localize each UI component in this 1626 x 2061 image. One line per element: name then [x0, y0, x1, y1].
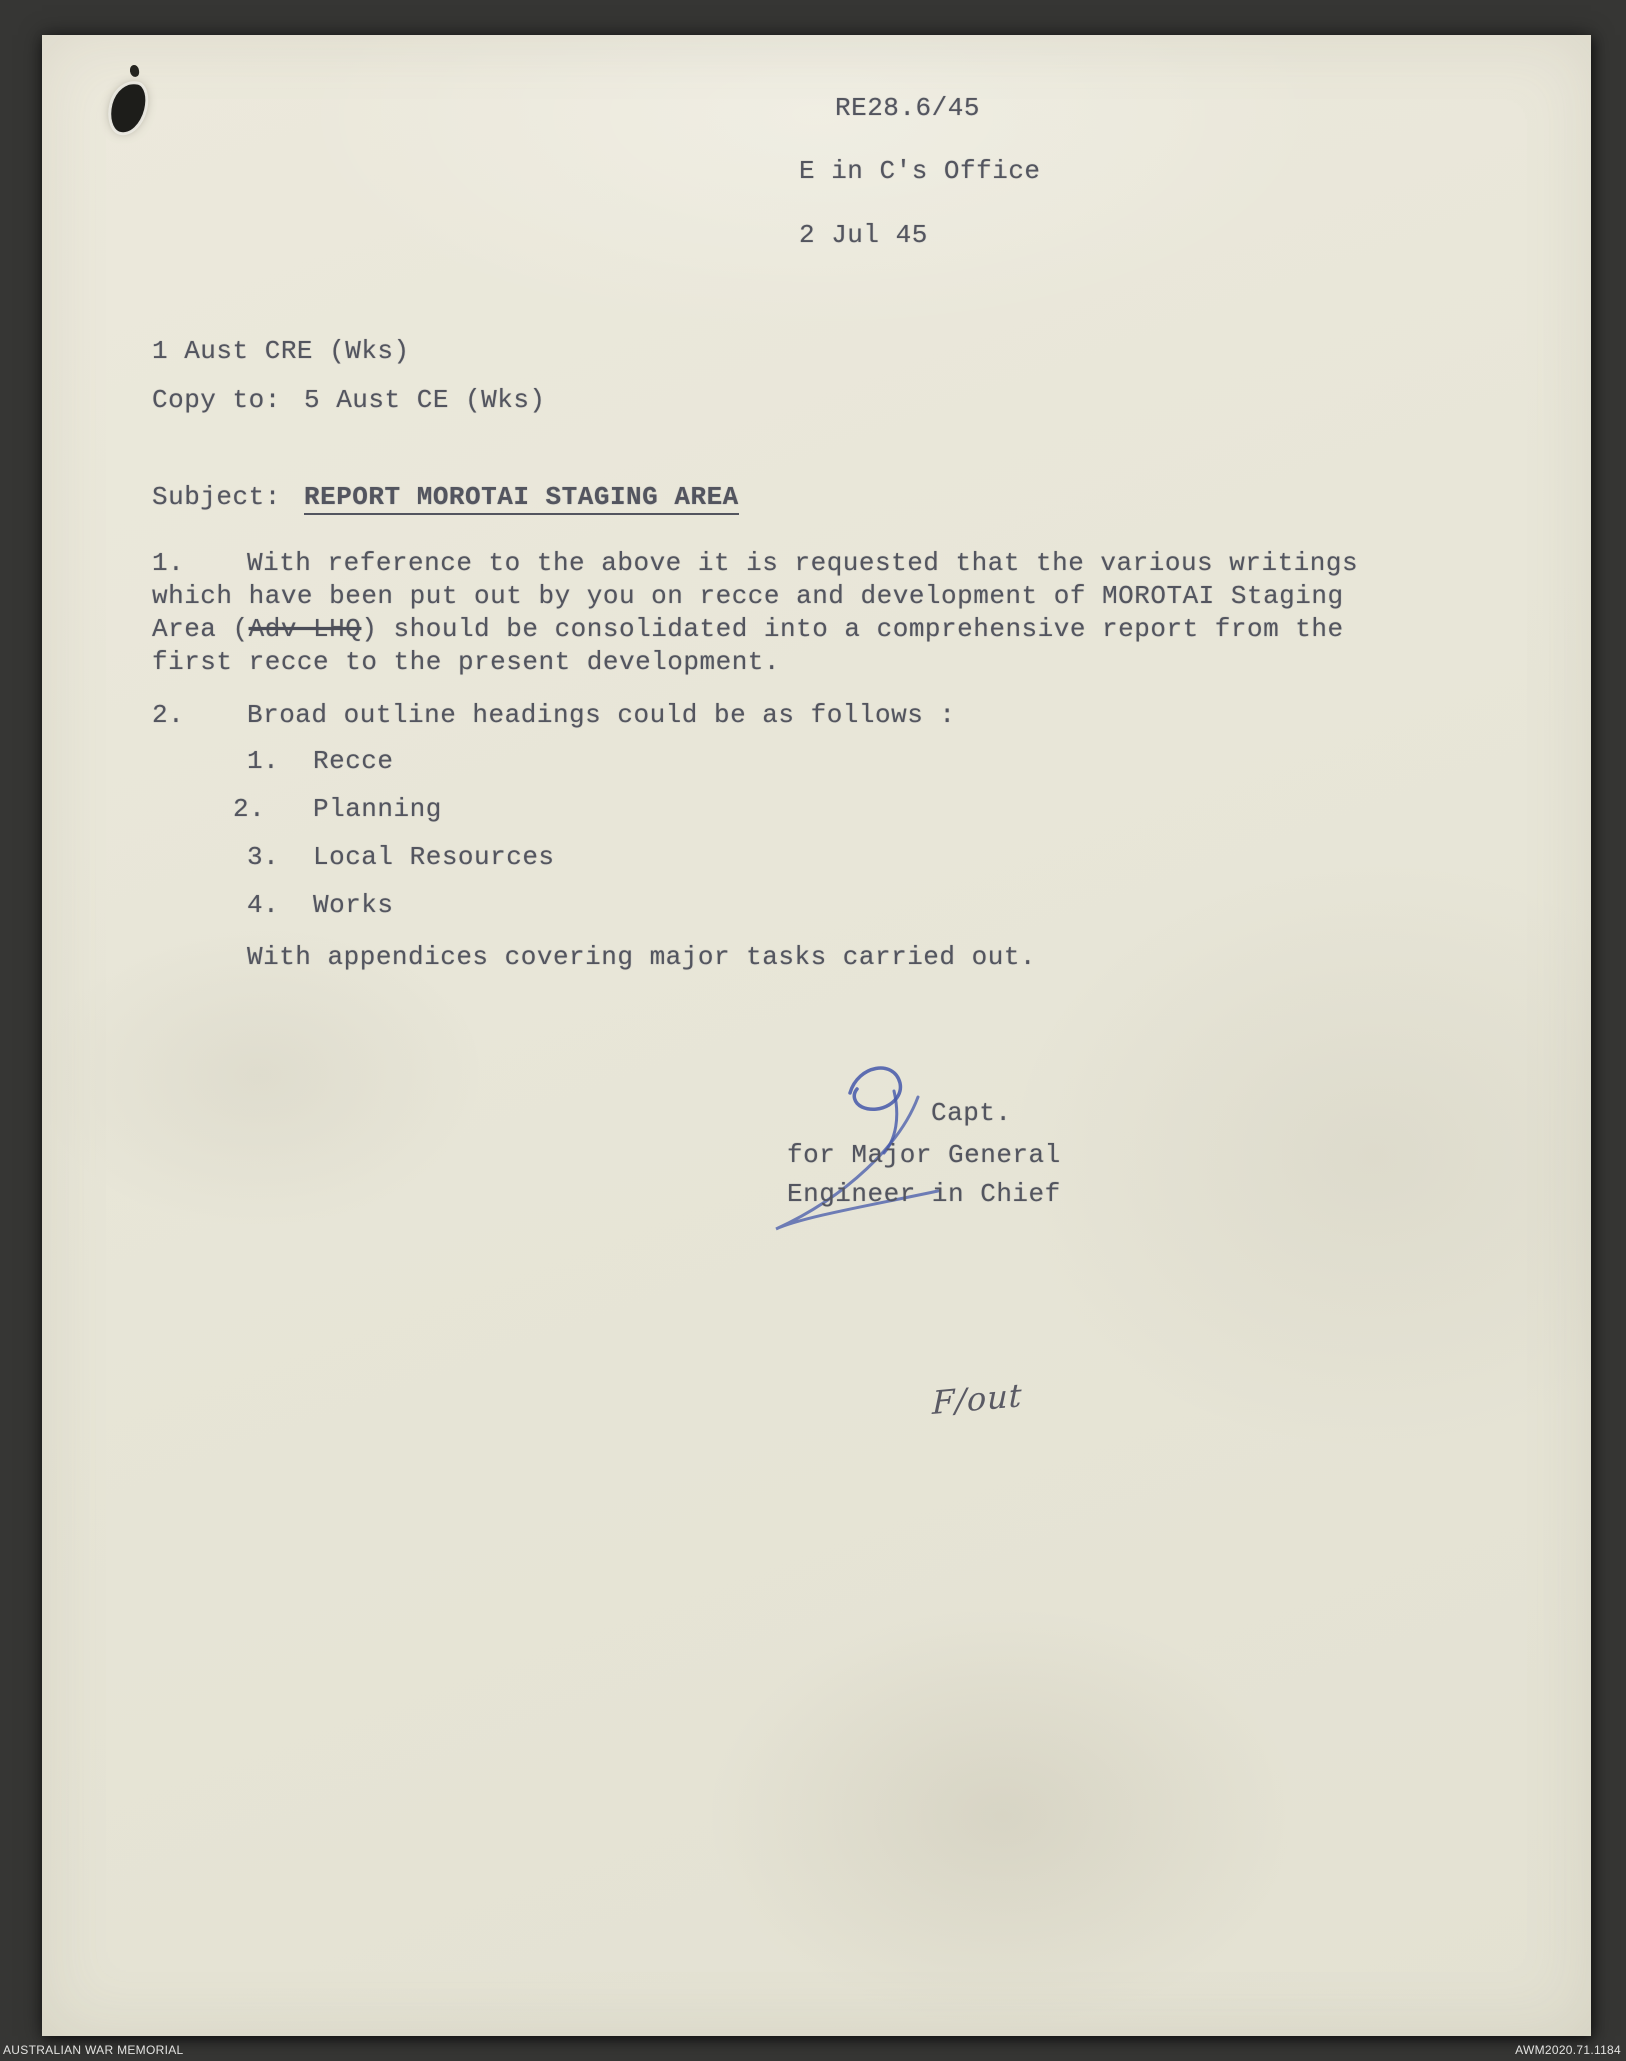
- para2-number: 2.: [152, 700, 185, 730]
- outline-item-label: Recce: [313, 746, 394, 776]
- para1-line1: [152, 547, 1358, 580]
- outline-item-recce: [247, 745, 555, 793]
- copy-to-line: [152, 384, 546, 417]
- para1-line3-before: Area (: [152, 614, 249, 644]
- office-line: E in C's Office: [799, 156, 1041, 186]
- outline-item-number: 1.: [247, 746, 280, 776]
- para1-number: 1.: [152, 548, 185, 578]
- date-line: 2 Jul 45: [799, 220, 928, 250]
- subject-title: REPORT MOROTAI STAGING AREA: [304, 482, 739, 515]
- subject-line: [152, 481, 739, 514]
- para1-line3: [152, 613, 1358, 646]
- signature-for-line: for Major General: [787, 1140, 1061, 1170]
- signature-title-line: Engineer in Chief: [787, 1179, 1061, 1209]
- para1-struck-text: Adv LHQ: [248, 614, 362, 644]
- paragraph-1: [152, 547, 1358, 679]
- outline-item-label: Local Resources: [313, 842, 555, 872]
- para1-line3-after: ) should be consolidated into a comprehensive report from the: [361, 614, 1344, 644]
- outline-item-number: 3.: [247, 842, 280, 872]
- signature-rank: Capt.: [931, 1098, 1012, 1128]
- outline-item-local-resources: [247, 841, 555, 889]
- copy-to-label: Copy to:: [152, 385, 281, 415]
- appendices-note: With appendices covering major tasks carried out.: [247, 942, 1037, 972]
- outline-item-label: Works: [313, 890, 394, 920]
- para1-line4: first recce to the present development.: [152, 647, 780, 677]
- paper-hole-small: [129, 64, 140, 77]
- subject-label: Subject:: [152, 482, 281, 512]
- para2-text: Broad outline headings could be as follows :: [247, 700, 956, 730]
- para1-line2: which have been put out by you on recce and development of MOROTAI Staging: [152, 581, 1344, 611]
- addressee-line: 1 Aust CRE (Wks): [152, 336, 410, 366]
- letter-page: [42, 35, 1591, 2036]
- archive-name-label: AUSTRALIAN WAR MEMORIAL: [3, 2043, 184, 2057]
- paragraph-2: [152, 699, 956, 732]
- outline-list: [233, 745, 555, 937]
- catalog-number-label: AWM2020.71.1184: [1515, 2043, 1621, 2057]
- reference-number: RE28.6/45: [835, 93, 980, 123]
- handwritten-note: F/out: [931, 1375, 1023, 1423]
- outline-item-label: Planning: [313, 794, 442, 824]
- outline-item-number: 4.: [247, 890, 280, 920]
- paper-hole: [106, 80, 149, 136]
- outline-item-number: 2.: [233, 794, 266, 824]
- outline-item-works: [247, 889, 555, 937]
- para1-line1-text: With reference to the above it is requested that the various writings: [247, 548, 1359, 578]
- outline-item-planning: [233, 793, 555, 841]
- copy-to-value: 5 Aust CE (Wks): [304, 385, 546, 415]
